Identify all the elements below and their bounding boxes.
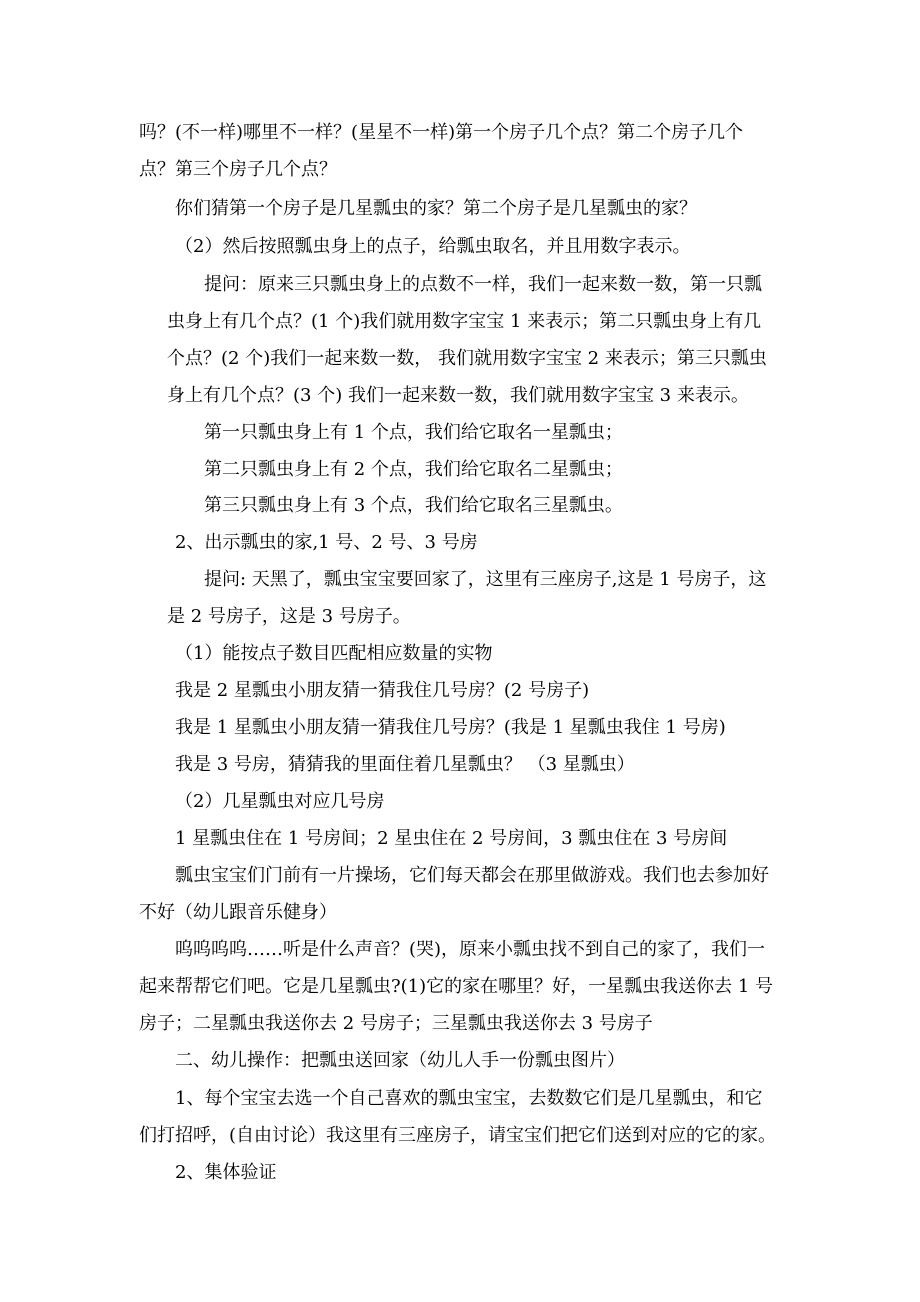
text-line: 第二只瓢虫身上有 2 个点，我们给它取名二星瓢虫； — [204, 459, 623, 480]
text-line: 你们猜第一个房子是几星瓢虫的家？第二个房子是几星瓢虫的家？ — [175, 198, 697, 219]
text-line: （2）然后按照瓢虫身上的点子，给瓢虫取名，并且用数字表示。 — [175, 236, 691, 257]
text-line: 房子；二星瓢虫我送你去 2 号房子；三星瓢虫我送你去 3 号房子 — [139, 1013, 653, 1034]
section-heading: 二、幼儿操作：把瓢虫送回家（幼儿人手一份瓢虫图片） — [175, 1050, 625, 1071]
text-line: 第一只瓢虫身上有 1 个点，我们给它取名一星瓢虫； — [204, 422, 623, 443]
text-line: 身上有几个点？(3 个) 我们一起来数一数，我们就用数字宝宝 3 来表示。 — [167, 385, 749, 406]
text-line: 虫身上有几个点？(1 个)我们就用数字宝宝 1 来表示；第二只瓢虫身上有几 — [167, 311, 762, 332]
text-line: 提问: 天黑了，瓢虫宝宝要回家了，这里有三座房子,这是 1 号房子，这 — [204, 569, 767, 590]
text-line: 瓢虫宝宝们门前有一片操场，它们每天都会在那里做游戏。我们也去参加好 — [175, 865, 769, 886]
text-line: 呜呜呜呜……听是什么声音？(哭)，原来小瓢虫找不到自己的家了，我们一 — [175, 939, 766, 960]
text-line: 提问：原来三只瓢虫身上的点数不一样，我们一起来数一数，第一只瓢 — [204, 274, 762, 295]
text-line: 我是 1 星瓢虫小朋友猜一猜我住几号房？(我是 1 星瓢虫我住 1 号房) — [175, 717, 726, 738]
section-heading: 2、出示瓢虫的家,1 号、2 号、3 号房 — [175, 532, 478, 553]
text-line: 个点？(2 个)我们一起来数一数， 我们就用数字宝宝 2 来表示；第三只瓢虫 — [167, 348, 767, 369]
text-line: 我是 2 星瓢虫小朋友猜一猜我住几号房？(2 号房子) — [175, 680, 590, 701]
text-line: 第三只瓢虫身上有 3 个点，我们给它取名三星瓢虫。 — [204, 495, 623, 516]
text-line: 吗？(不一样)哪里不一样？(星星不一样)第一个房子几个点？第二个房子几个 — [139, 122, 744, 143]
text-line: 们打招呼，(自由讨论）我这里有三座房子，请宝宝们把它们送到对应的它的家。 — [139, 1125, 777, 1146]
text-line: 起来帮帮它们吧。它是几星瓢虫?(1)它的家在哪里？好，一星瓢虫我送你去 1 号 — [139, 976, 774, 997]
text-line: 我是 3 号房，猜猜我的里面住着几星瓢虫？ （3 星瓢虫） — [175, 754, 635, 775]
text-line: 2、集体验证 — [175, 1162, 277, 1183]
text-line: 1、每个宝宝去选一个自己喜欢的瓢虫宝宝，去数数它们是几星瓢虫，和它 — [175, 1088, 763, 1109]
text-line: 不好（幼儿跟音乐健身） — [139, 902, 337, 923]
text-line: （2）几星瓢虫对应几号房 — [175, 791, 385, 812]
text-line: 点？第三个房子几个点？ — [139, 159, 337, 180]
text-line: （1）能按点子数目匹配相应数量的实物 — [175, 643, 493, 664]
text-line: 是 2 号房子，这是 3 号房子。 — [167, 606, 411, 627]
text-line: 1 星瓢虫住在 1 号房间；2 星虫住在 2 号房间，3 瓢虫住在 3 号房间 — [175, 828, 728, 849]
